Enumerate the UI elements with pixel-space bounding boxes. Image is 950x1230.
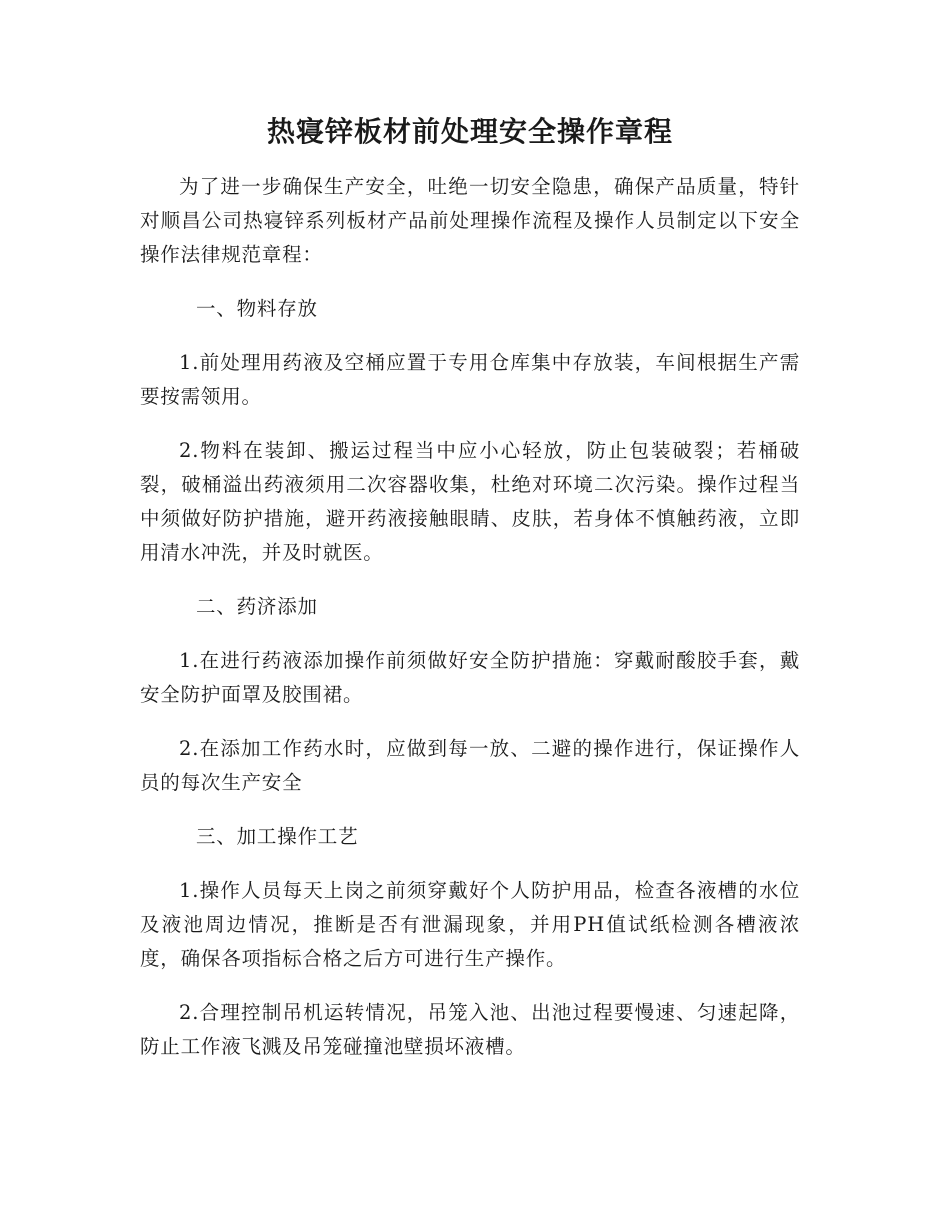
section-heading-processing: 三、加工操作工艺 bbox=[196, 825, 359, 848]
section-item: 2.合理控制吊机运转情况，吊笼入池、出池过程要慢速、匀速起降，防止工作液飞溅及吊笼碰撞池壁损坏液槽。 bbox=[140, 1001, 800, 1058]
document-title: 热寝锌板材前处理安全操作章程 bbox=[266, 115, 673, 148]
section-item: 1.操作人员每天上岗之前须穿戴好个人防护用品，检查各液槽的水位及液池周边情况，推断是否有泄漏现象，并用PH值试纸检测各槽液浓度，确保各项指标合格之后方可进行生产操作。 bbox=[140, 879, 800, 970]
document-page bbox=[140, 108, 800, 1084]
section-item: 1.在进行药液添加操作前须做好安全防护措施：穿戴耐酸胶手套，戴安全防护面罩及胶围裙。 bbox=[140, 649, 800, 706]
section-item: 1.前处理用药液及空桶应置于专用仓库集中存放装，车间根据生产需要按需领用。 bbox=[140, 351, 800, 408]
section-item: 2.物料在装卸、搬运过程当中应小心轻放，防止包装破裂；若桶破裂，破桶溢出药液须用二次容器收集，杜绝对环境二次污染。操作过程当中须做好防护措施，避开药液接触眼睛、皮肤，若身体不慎触药液，立即用清水冲洗，并及时就医。 bbox=[140, 439, 800, 564]
section-item: 2.在添加工作药水时，应做到每一放、二避的操作进行，保证操作人员的每次生产安全 bbox=[140, 737, 800, 794]
section-heading-storage: 一、物料存放 bbox=[196, 297, 318, 320]
intro-paragraph: 为了进一步确保生产安全，吐绝一切安全隐患，确保产品质量，特针对顺昌公司热寝锌系列板材产品前处理操作流程及操作人员制定以下安全操作法律规范章程： bbox=[140, 175, 800, 266]
section-heading-chemical-addition: 二、药济添加 bbox=[196, 595, 318, 618]
